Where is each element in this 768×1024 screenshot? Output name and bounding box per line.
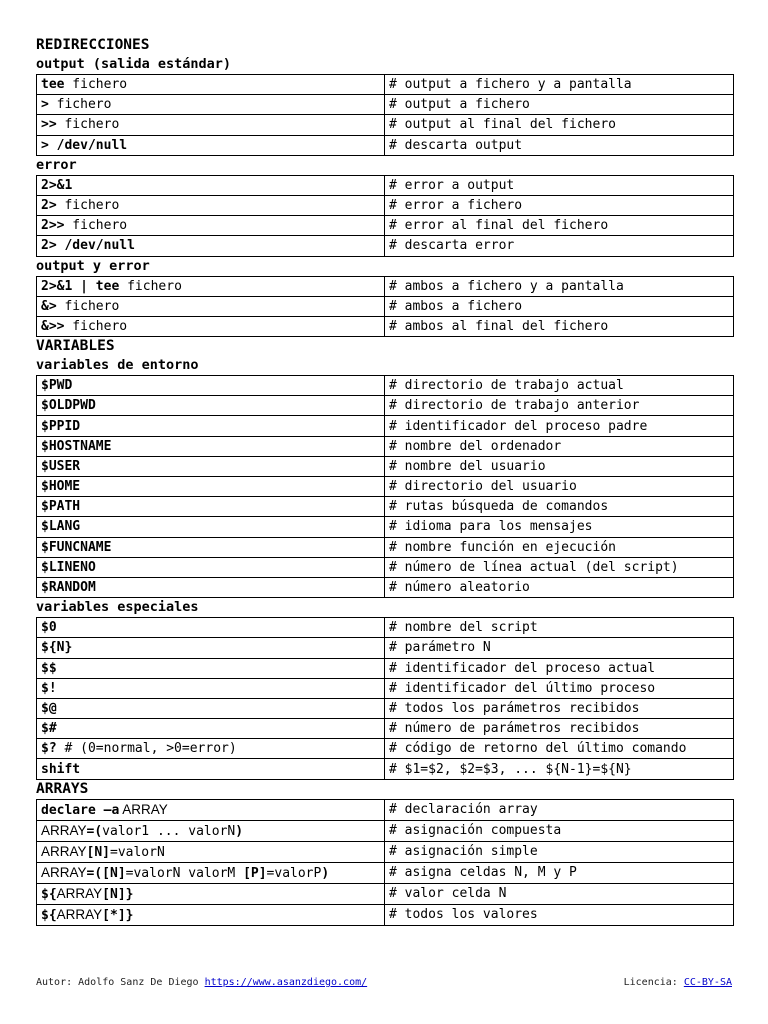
command-keyword: &>> (41, 318, 65, 334)
command-cell (37, 296, 385, 316)
description-cell: # número de línea actual (del script) (385, 557, 734, 577)
command-argument: ARRAY (41, 822, 87, 838)
command-keyword: $PATH (41, 499, 81, 515)
description-cell: # todos los valores (385, 904, 734, 925)
command-argument: ARRAY (56, 906, 103, 922)
command-keyword: > (41, 97, 49, 113)
description-cell: # número de parámetros recibidos (385, 719, 734, 739)
command-keyword: 2>&1 | tee (41, 278, 120, 294)
command-keyword: $RANDOM (41, 580, 96, 596)
command-cell (37, 195, 385, 215)
command-cell (37, 416, 385, 436)
table-row (37, 456, 734, 476)
table-row (37, 698, 734, 718)
command-cell (37, 236, 385, 256)
description-cell: # output a fichero y a pantalla (385, 75, 734, 95)
description-cell: # error a output (385, 175, 734, 195)
command-keyword: =([N] (86, 865, 126, 881)
command-keyword: $0 (41, 620, 57, 636)
command-argument: ARRAY (56, 885, 103, 901)
table-row (37, 316, 734, 336)
table-row (37, 862, 734, 883)
command-cell (37, 276, 385, 296)
description-cell: # todos los parámetros recibidos (385, 698, 734, 718)
section-title-arrays: ARRAYS (36, 780, 89, 797)
description-cell: # descarta output (385, 135, 734, 155)
command-keyword: $PPID (41, 418, 81, 434)
table-row (37, 477, 734, 497)
description-cell: # asignación compuesta (385, 820, 734, 841)
description-cell: # $1=$2, $2=$3, ... ${N-1}=${N} (385, 759, 734, 779)
description-cell: # código de retorno del último comando (385, 739, 734, 759)
cheatsheet-page (36, 36, 732, 926)
command-argument: fichero (56, 117, 120, 133)
command-cell (37, 820, 385, 841)
command-keyword: $FUNCNAME (41, 539, 112, 555)
command-keyword: ) (235, 823, 244, 839)
table-row (37, 95, 734, 115)
command-keyword: ${N} (41, 640, 73, 656)
description-cell: # parámetro N (385, 638, 734, 658)
table-row (37, 75, 734, 95)
command-cell (37, 698, 385, 718)
subheading-output: output (salida estándar) (36, 56, 232, 72)
table-row (37, 396, 734, 416)
table-variables-entorno (36, 375, 734, 598)
table-row (37, 638, 734, 658)
description-cell: # directorio de trabajo anterior (385, 396, 734, 416)
table-output (36, 74, 734, 156)
command-cell (37, 638, 385, 658)
command-cell (37, 115, 385, 135)
description-cell: # nombre del usuario (385, 456, 734, 476)
command-keyword: $HOSTNAME (41, 438, 112, 454)
command-keyword: $? (41, 741, 57, 757)
description-cell: # error al final del fichero (385, 216, 734, 236)
command-cell (37, 618, 385, 638)
command-argument: =valorN valorM (125, 865, 244, 881)
command-keyword: [N] (86, 844, 110, 860)
table-row (37, 236, 734, 256)
footer-author (36, 976, 367, 990)
description-cell: # asignación simple (385, 841, 734, 862)
command-keyword: $LINENO (41, 559, 96, 575)
table-row (37, 376, 734, 396)
command-keyword: shift (41, 761, 81, 777)
table-row (37, 820, 734, 841)
description-cell: # valor celda N (385, 883, 734, 904)
command-argument: ARRAY (41, 864, 87, 880)
subheading-output-y-error: output y error (36, 257, 150, 274)
table-row (37, 618, 734, 638)
footer-author-link[interactable]: https://www.asanzdiego.com/ (204, 977, 368, 988)
command-keyword: $@ (41, 700, 57, 716)
command-argument: fichero (64, 218, 128, 234)
description-cell: # declaración array (385, 799, 734, 820)
description-cell: # identificador del último proceso (385, 678, 734, 698)
description-cell: # número aleatorio (385, 577, 734, 597)
command-cell (37, 719, 385, 739)
table-row (37, 216, 734, 236)
command-cell (37, 95, 385, 115)
description-cell: # idioma para los mensajes (385, 517, 734, 537)
command-argument: =valorP (266, 865, 322, 881)
section-title-redirecciones: REDIRECCIONES (36, 37, 150, 53)
description-cell: # identificador del proceso actual (385, 658, 734, 678)
description-cell: # directorio del usuario (385, 477, 734, 497)
command-cell (37, 658, 385, 678)
command-argument: fichero (48, 97, 112, 113)
description-cell: # identificador del proceso padre (385, 416, 734, 436)
command-keyword: ${ (41, 907, 57, 923)
command-cell (37, 577, 385, 597)
command-cell (37, 799, 385, 820)
command-keyword: [*]} (102, 907, 134, 923)
command-cell (37, 739, 385, 759)
footer-license-link[interactable]: CC-BY-SA (683, 977, 732, 988)
table-error (36, 175, 734, 257)
footer-license-label: Licencia: (623, 977, 684, 988)
table-row (37, 436, 734, 456)
command-cell (37, 862, 385, 883)
command-keyword: $! (41, 680, 57, 696)
table-variables-especiales (36, 617, 734, 780)
table-row (37, 135, 734, 155)
subheading-variables-especiales: variables especiales (36, 599, 199, 616)
command-keyword: declare –a (41, 802, 120, 818)
command-keyword: [P] (243, 865, 267, 881)
command-keyword: $HOME (41, 479, 81, 495)
table-row (37, 658, 734, 678)
command-keyword: $OLDPWD (41, 398, 96, 414)
command-keyword: ${ (41, 886, 57, 902)
table-row (37, 296, 734, 316)
command-argument: fichero (56, 298, 120, 314)
description-cell: # output a fichero (385, 95, 734, 115)
command-keyword: 2>&1 (41, 177, 73, 193)
command-cell (37, 75, 385, 95)
command-keyword: $# (41, 721, 57, 737)
table-row (37, 883, 734, 904)
command-argument: fichero (64, 318, 128, 334)
command-cell (37, 316, 385, 336)
command-cell (37, 436, 385, 456)
table-row (37, 739, 734, 759)
command-argument: fichero (64, 77, 128, 93)
footer-author-label: Autor: Adolfo Sanz De Diego (36, 977, 205, 988)
table-row (37, 517, 734, 537)
table-row (37, 557, 734, 577)
table-row (37, 841, 734, 862)
table-row (37, 904, 734, 925)
command-keyword: 2>> (41, 218, 65, 234)
section-title-variables: VARIABLES (36, 338, 115, 355)
command-argument: valor1 ... valorN (102, 823, 236, 839)
table-row (37, 497, 734, 517)
command-argument: # (0=normal, >0=error) (56, 741, 237, 757)
command-cell (37, 135, 385, 155)
command-cell (37, 517, 385, 537)
table-row (37, 195, 734, 215)
description-cell: # ambos a fichero y a pantalla (385, 276, 734, 296)
subheading-variables-entorno: variables de entorno (36, 357, 199, 374)
description-cell: # ambos al final del fichero (385, 316, 734, 336)
command-argument: ARRAY (119, 801, 168, 817)
description-cell: # descarta error (385, 236, 734, 256)
command-cell (37, 396, 385, 416)
command-argument: fichero (56, 198, 120, 214)
command-keyword: $LANG (41, 519, 81, 535)
table-row (37, 759, 734, 779)
description-cell: # nombre del script (385, 618, 734, 638)
command-cell (37, 759, 385, 779)
table-row (37, 719, 734, 739)
command-cell (37, 216, 385, 236)
subheading-error: error (36, 156, 77, 173)
description-cell: # directorio de trabajo actual (385, 376, 734, 396)
command-cell (37, 497, 385, 517)
command-keyword: >> (41, 117, 57, 133)
description-cell: # nombre función en ejecución (385, 537, 734, 557)
command-keyword: &> (41, 298, 57, 314)
table-row (37, 175, 734, 195)
description-cell: # ambos a fichero (385, 296, 734, 316)
table-row (37, 577, 734, 597)
table-row (37, 678, 734, 698)
command-argument: fichero (119, 278, 182, 294)
description-cell: # nombre del ordenador (385, 436, 734, 456)
command-keyword: 2> (41, 198, 57, 214)
table-row (37, 276, 734, 296)
command-keyword: tee (41, 77, 65, 93)
table-row (37, 799, 734, 820)
description-cell: # asigna celdas N, M y P (385, 862, 734, 883)
command-cell (37, 678, 385, 698)
command-cell (37, 537, 385, 557)
command-cell (37, 175, 385, 195)
command-cell (37, 841, 385, 862)
description-cell: # rutas búsqueda de comandos (385, 497, 734, 517)
table-row (37, 537, 734, 557)
table-output-y-error (36, 276, 734, 338)
command-cell (37, 557, 385, 577)
command-cell (37, 883, 385, 904)
table-arrays (36, 799, 734, 926)
command-keyword: 2> /dev/null (41, 238, 135, 254)
table-row (37, 416, 734, 436)
command-keyword: ) (321, 865, 330, 881)
command-keyword: $$ (41, 660, 57, 676)
command-argument: ARRAY (41, 843, 87, 859)
command-keyword: [N]} (102, 886, 134, 902)
table-row (37, 115, 734, 135)
command-keyword: $USER (41, 458, 81, 474)
command-argument: =valorN (110, 844, 165, 860)
command-keyword: > /dev/null (41, 137, 128, 153)
footer-license (624, 976, 732, 990)
command-cell (37, 456, 385, 476)
command-cell (37, 904, 385, 925)
description-cell: # error a fichero (385, 195, 734, 215)
command-keyword: =( (86, 823, 103, 839)
command-keyword: $PWD (41, 378, 73, 394)
description-cell: # output al final del fichero (385, 115, 734, 135)
command-cell (37, 376, 385, 396)
command-cell (37, 477, 385, 497)
